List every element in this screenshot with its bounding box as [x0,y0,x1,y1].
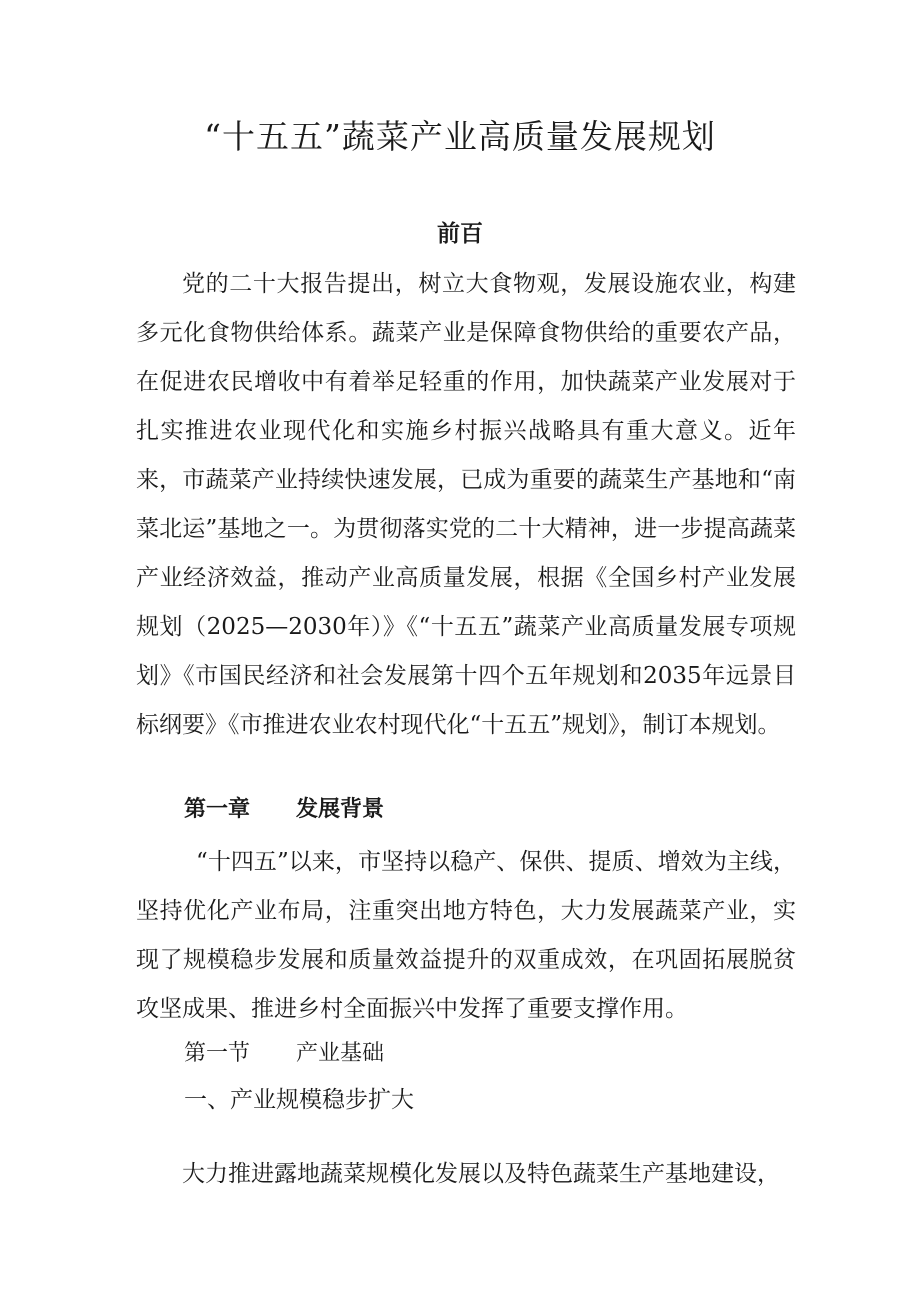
preface-paragraph: 党的二十大报告提出，树立大食物观，发展设施农业，构建多元化食物供给体系。蔬菜产业是保障食物供给的重要农产品，在促进农民增收中有着举足轻重的作用，加快蔬菜产业发展对于扎实推进农业现代化和实施乡村振兴战略具有重大意义。近年来，市蔬菜产业持续快速发展，已成为重要的蔬菜生产基地和“南菜北运”基地之一。为贯彻落实党的二十大精神，进一步提高蔬菜产业经济效益，推动产业高质量发展，根据《全国乡村产业发展规划（2025—2030年）》《“十五五”蔬菜产业高质量发展专项规划》《市国民经济和社会发展第十四个五年规划和2035年远景目标纲要》《市推进农业农村现代化“十五五”规划》，制订本规划。 [136,271,796,738]
section-heading [184,1034,384,1074]
section-title: 产业基础 [296,1041,385,1066]
document-title: “十五五”蔬菜产业高质量发展规划 [204,117,716,156]
chapter-paragraph: “十四五”以来，市坚持以稳产、保供、提质、增效为主线，坚持优化产业布局，注重突出地方特色，大力发展蔬菜产业，实现了规模稳步发展和质量效益提升的双重成效，在巩固拓展脱贫攻坚成果、推进乡村全面振兴中发挥了重要支撑作用。 [136,849,796,1022]
chapter-number: 第一章 [184,797,251,822]
preface-heading: 前百 [437,221,483,247]
subsection-heading: 一、产业规模稳步扩大 [184,1087,414,1113]
subsection-paragraph: 大力推进露地蔬菜规模化发展以及特色蔬菜生产基地建设， [182,1161,780,1187]
chapter-title: 发展背景 [296,797,385,822]
section-number: 第一节 [184,1041,251,1066]
chapter-heading [184,790,384,830]
